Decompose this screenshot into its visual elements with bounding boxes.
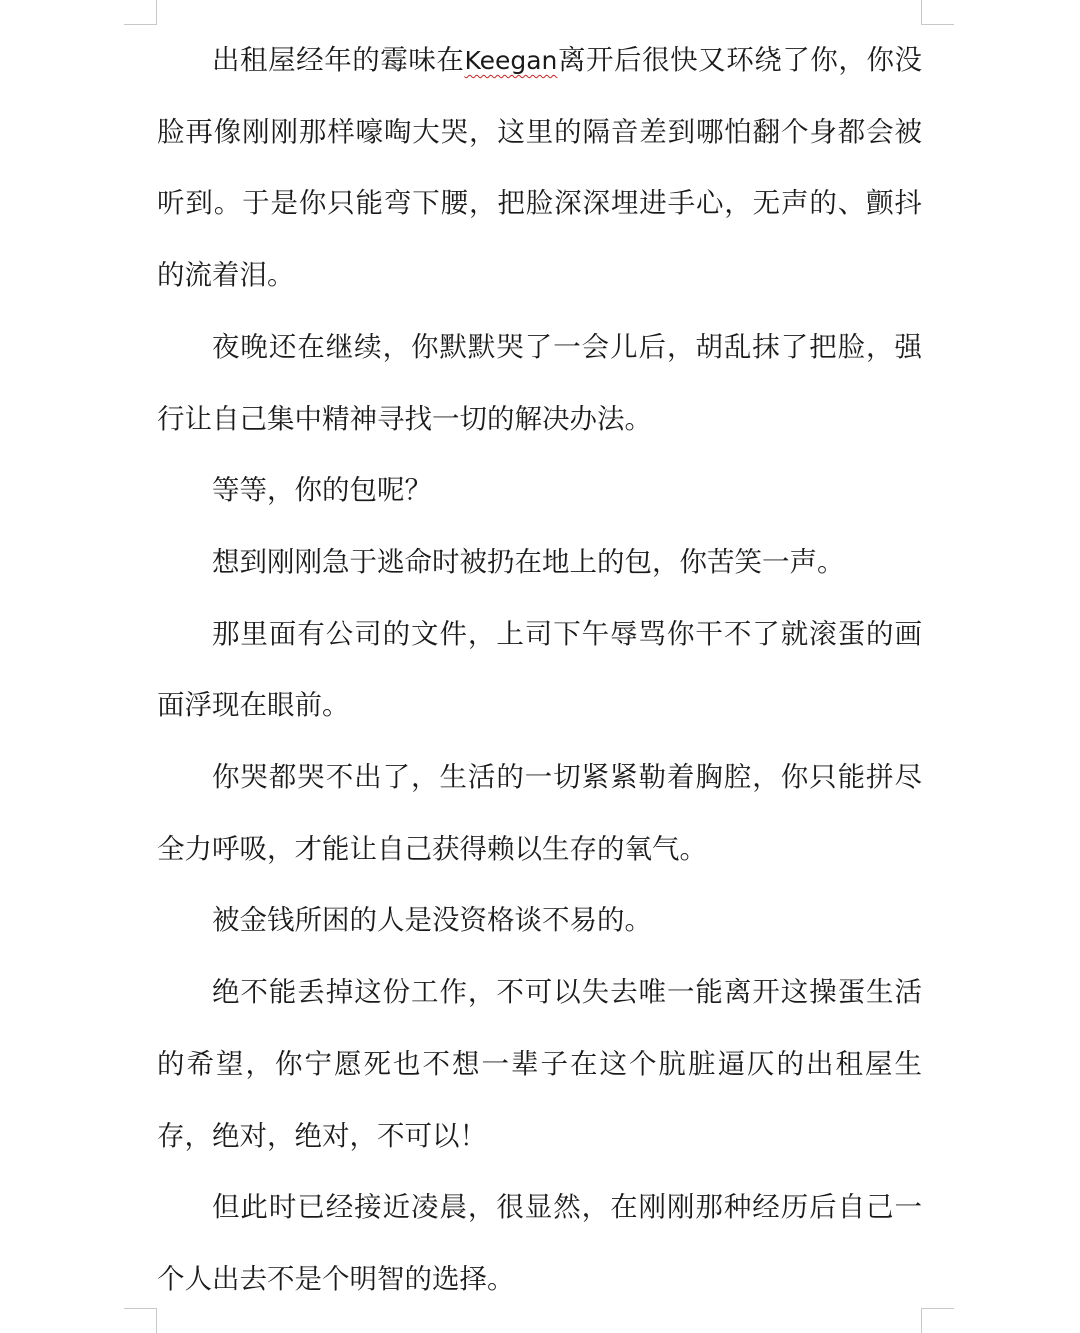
- paragraph-1-text-after: 离开后很快又环绕了你，你没脸再像刚刚那样嚎啕大哭，这里的隔音差到哪怕翻个身都会被听到。于是你只能弯下腰，把脸深深埋进手心，无声的、颤抖的流着泪。: [157, 44, 923, 292]
- document-body[interactable]: [157, 25, 922, 1316]
- paragraph-3: 等等，你的包呢？: [212, 474, 432, 507]
- paragraph-5: 那里面有公司的文件，上司下午辱骂你干不了就滚蛋的画面浮现在眼前。: [157, 617, 922, 722]
- paragraph-2: 夜晚还在继续，你默默哭了一会儿后，胡乱抹了把脸，强行让自己集中精神寻找一切的解决办法。: [157, 330, 922, 435]
- paragraph-1: [157, 25, 922, 312]
- paragraph-9: 但此时已经接近凌晨，很显然，在刚刚那种经历后自己一个人出去不是个明智的选择。: [157, 1191, 922, 1295]
- paragraph-8: 绝不能丢掉这份工作，不可以失去唯一能离开这操蛋生活的希望，你宁愿死也不想一辈子在这个肮脏逼仄的出租屋生存，绝对，绝对，不可以！: [157, 976, 922, 1152]
- spellcheck-flagged-name: Keegan: [464, 46, 558, 75]
- crop-mark-bottom-right: [921, 1308, 954, 1333]
- paragraph-7: 被金钱所困的人是没资格谈不易的。: [212, 904, 652, 937]
- crop-mark-top-left: [124, 0, 157, 25]
- paragraph-6: 你哭都哭不出了，生活的一切紧紧勒着胸腔，你只能拼尽全力呼吸，才能让自己获得赖以生存的氧气。: [157, 761, 922, 865]
- crop-mark-bottom-left: [124, 1308, 157, 1333]
- paragraph-1-text-before: 出租屋经年的霉味在: [212, 44, 465, 76]
- paragraph-4: 想到刚刚急于逃命时被扔在地上的包，你苦笑一声。: [212, 545, 845, 578]
- crop-mark-top-right: [921, 0, 954, 25]
